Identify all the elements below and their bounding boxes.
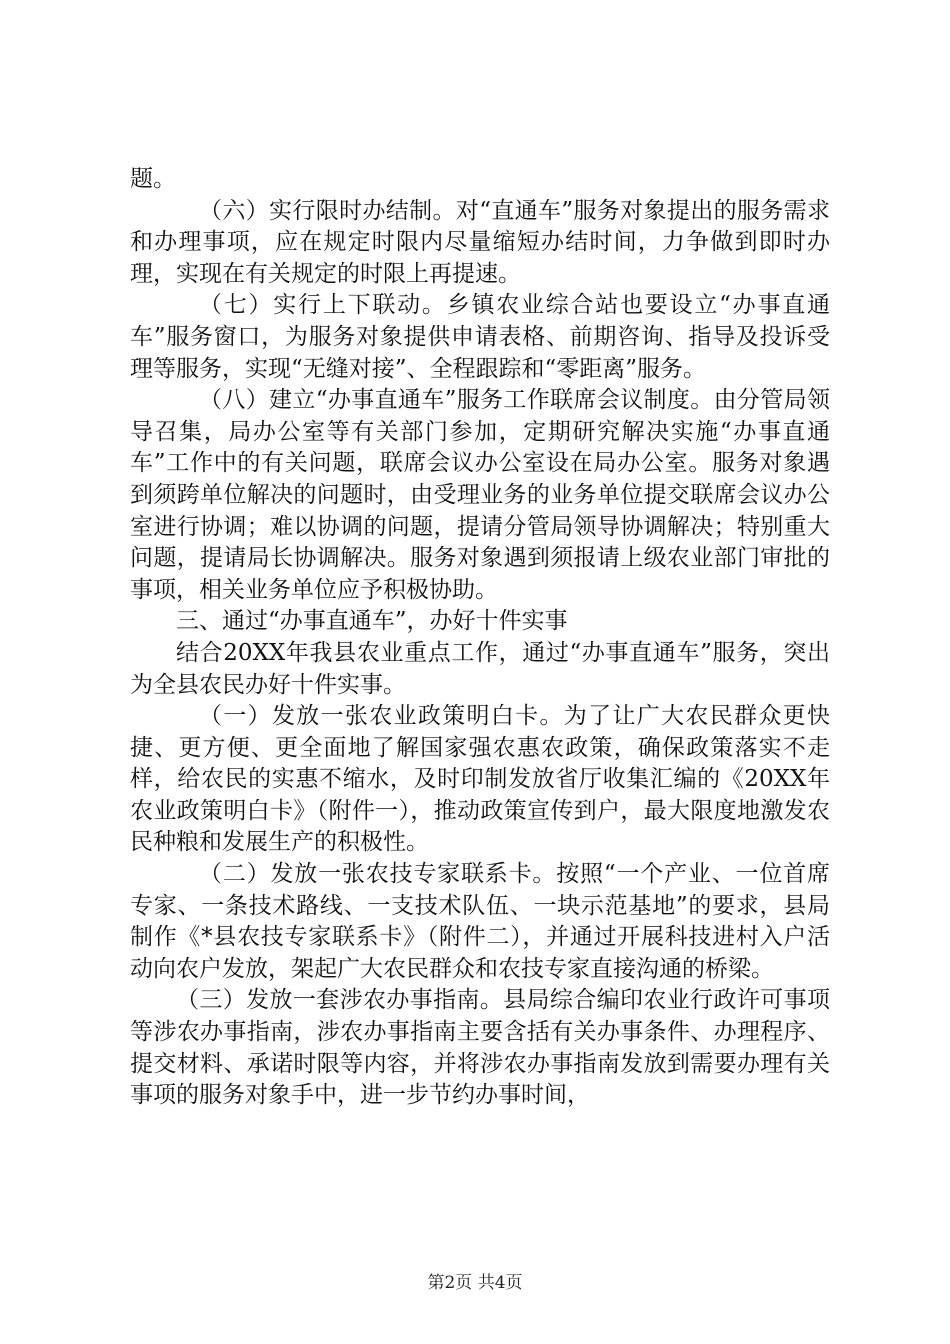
paragraph-1: （六）实行限时办结制。对“直通车”服务对象提出的服务需求和办理事项，应在规定时限内尽量缩短办结时间，力争做到即时办理，实现在有关规定的时限上再提速。: [130, 197, 830, 287]
document-body: [130, 164, 830, 1112]
paragraph-5: 结合20XX年我县农业重点工作，通过“办事直通车”服务，突出为全县农民办好十件实事。: [130, 639, 830, 698]
paragraph-6: （一）发放一张农业政策明白卡。为了让广大农民群众更快捷、更方便、更全面地了解国家强农惠农政策，确保政策落实不走样，给农民的实惠不缩水，及时印制发放省厅收集汇编的《20XX年农业政策明白卡》（附件一），推动政策宣传到户，最大限度地激发农民种粮和发展生产的积极性。: [130, 703, 830, 856]
paragraph-2: （七）实行上下联动。乡镇农业综合站也要设立“办事直通车”服务窗口，为服务对象提供申请表格、前期咨询、指导及投诉受理等服务，实现“无缝对接”、全程跟踪和“零距离”服务。: [130, 292, 830, 382]
paragraph-3: （八）建立“办事直通车”服务工作联席会议制度。由分管局领导召集，局办公室等有关部门参加，定期研究解决实施“办事直通车”工作中的有关问题，联席会议办公室设在局办公室。服务对象遇到须跨单位解决的问题时，由受理业务的业务单位提交联席会议办公室进行协调；难以协调的问题，提请分管局领导协调解决；特别重大问题，提请局长协调解决。服务对象遇到须报请上级农业部门审批的事项，相关业务单位应予积极协助。: [130, 387, 830, 603]
section-heading-3: 三、通过“办事直通车”，办好十件实事: [176, 608, 568, 635]
paragraph-0: 题。: [130, 166, 176, 192]
paragraph-8: （三）发放一套涉农办事指南。县局综合编印农业行政许可事项等涉农办事指南，涉农办事指南主要含括有关办事条件、办理程序、提交材料、承诺时限等内容，并将涉农办事指南发放到需要办理有关事项的服务对象手中，进一步节约办事时间，: [130, 987, 830, 1109]
page-footer: 第2页 共4页: [427, 1273, 523, 1293]
paragraph-7: （二）发放一张农技专家联系卡。按照“一个产业、一位首席专家、一条技术路线、一支技术队伍、一块示范基地”的要求，县局制作《*县农技专家联系卡》（附件二），并通过开展科技进村入户活动向农户发放，架起广大农民群众和农技专家直接沟通的桥梁。: [130, 861, 830, 982]
